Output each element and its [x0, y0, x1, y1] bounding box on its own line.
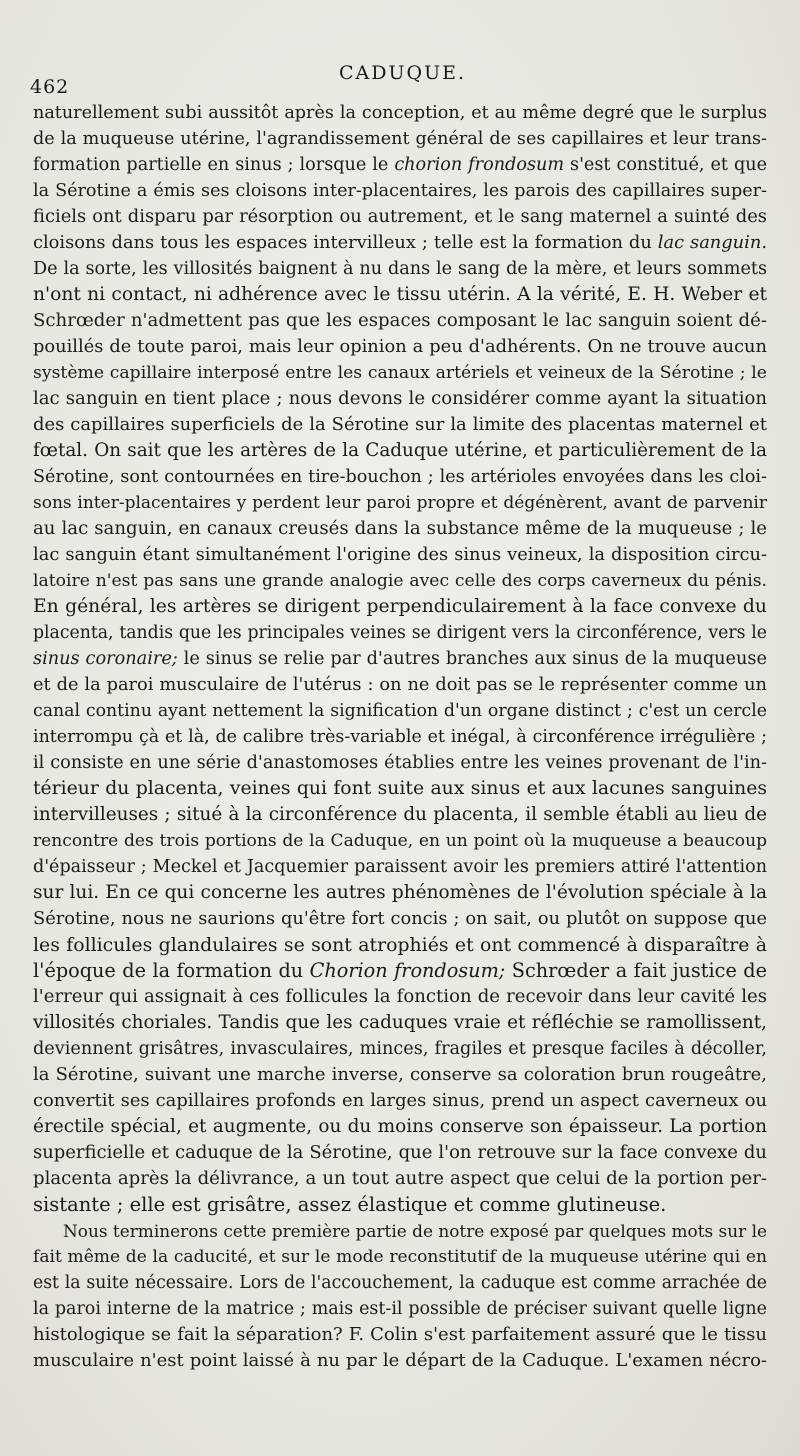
italic-run: sinus coronaire; [33, 649, 178, 669]
text-line [33, 776, 767, 802]
text-line [33, 1348, 767, 1374]
text-line [33, 542, 767, 568]
text-run: formation partielle en sinus ; lorsque le [33, 155, 395, 175]
text-run: et de la paroi musculaire de l'utérus : on ne doit pas se le représenter comme un [33, 675, 767, 695]
text-line [33, 1062, 767, 1088]
italic-run: lac sanguin. [657, 232, 767, 253]
text-line [33, 100, 767, 126]
text-run: des capillaires superficiels de la Sérotine sur la limite des placentas maternel et [33, 414, 767, 435]
text-run: érectile spécial, et augmente, ou du moins conserve son épaisseur. La portion [33, 1116, 767, 1137]
text-run: cloisons dans tous les espaces intervilleux ; telle est la formation du [33, 232, 658, 253]
text-line [33, 1010, 767, 1036]
page-number: 462 [30, 76, 70, 98]
text-run: Nous terminerons cette première partie de notre exposé par quelques mots sur le [63, 1221, 767, 1241]
text-line [33, 1244, 767, 1270]
text-line [33, 464, 767, 490]
text-line [33, 204, 767, 230]
text-line [33, 1088, 767, 1114]
text-line [33, 958, 767, 984]
text-line [33, 932, 767, 958]
text-line [33, 490, 767, 516]
text-line [33, 386, 767, 412]
text-run-after: Schrœder a fait justice de [505, 959, 768, 982]
text-run: villosités choriales. Tandis que les caduques vraie et réfléchie se ramollissent, [33, 1012, 767, 1033]
text-line [33, 568, 767, 594]
text-run: fait même de la caducité, et sur le mode reconstitutif de la muqueuse utérine qui en [33, 1247, 767, 1267]
text-line [33, 1036, 767, 1062]
text-line [33, 256, 767, 282]
text-line [33, 984, 767, 1010]
text-run: musculaire n'est point laissé à nu par le départ de la Caduque. L'examen nécro- [33, 1350, 767, 1371]
text-run: fœtal. On sait que les artères de la Caduque utérine, et particulièrement de la [33, 440, 767, 461]
text-run: la Sérotine, suivant une marche inverse, conserve sa coloration brun rougeâtre, [33, 1064, 767, 1085]
text-line [33, 724, 767, 750]
text-line [33, 412, 767, 438]
text-run: au lac sanguin, en canaux creusés dans la substance même de la muqueuse ; le [33, 518, 767, 539]
text-run: l'époque de la formation du [33, 959, 310, 982]
text-line [33, 802, 767, 828]
text-line [33, 1114, 767, 1140]
text-line [33, 308, 767, 334]
text-line [33, 594, 767, 620]
text-line [33, 672, 767, 698]
body-text [33, 100, 767, 1374]
text-line [33, 698, 767, 724]
text-run: rencontre des trois portions de la Caduque, en un point où la muqueuse a beaucoup [33, 831, 767, 851]
text-run: superficielle et caduque de la Sérotine, que l'on retrouve sur la face convexe du [33, 1142, 767, 1163]
text-run: la Sérotine a émis ses cloisons inter-placentaires, les parois des capillaires super- [33, 181, 767, 201]
text-run: sur lui. En ce qui concerne les autres phénomènes de l'évolution spéciale à la [33, 882, 767, 903]
text-line [33, 152, 767, 178]
text-line [33, 1166, 767, 1192]
text-run: lac sanguin en tient place ; nous devons le considérer comme ayant la situation [33, 388, 767, 409]
text-line [33, 1140, 767, 1166]
text-run: pouillés de toute paroi, mais leur opinion a peu d'adhérents. On ne trouve aucun [33, 336, 767, 357]
text-line [33, 516, 767, 542]
text-run: l'erreur qui assignait à ces follicules la fonction de recevoir dans leur cavité les [33, 986, 767, 1007]
text-run: lac sanguin étant simultanément l'origine des sinus veineux, la disposition circu- [33, 544, 767, 565]
text-run: naturellement subi aussitôt après la conception, et au même degré que le surplus [33, 103, 767, 123]
text-run: Sérotine, sont contournées en tire-bouchon ; les artérioles envoyées dans les cloi- [33, 467, 767, 487]
italic-run: chorion frondosum [394, 155, 565, 175]
running-head: CADUQUE. [338, 62, 466, 84]
text-line [33, 334, 767, 360]
text-run: deviennent grisâtres, invasculaires, minces, fragiles et presque faciles à décoller, [33, 1039, 767, 1059]
text-line [33, 1270, 767, 1296]
text-run: la paroi interne de la matrice ; mais est-il possible de préciser suivant quelle ligne [33, 1299, 767, 1319]
text-run: Schrœder n'admettent pas que les espaces composant le lac sanguin soient dé- [33, 310, 767, 331]
italic-run: Chorion frondosum; [309, 959, 506, 982]
text-run: sons inter-placentaires y perdent leur paroi propre et dégénèrent, avant de parvenir [33, 493, 767, 513]
text-run: convertit ses capillaires profonds en larges sinus, prend un aspect caverneux ou [33, 1090, 767, 1111]
text-line [33, 282, 767, 308]
text-line [33, 828, 767, 854]
text-line [33, 646, 767, 672]
text-line [33, 620, 767, 646]
text-line [33, 438, 767, 464]
text-run: il consiste en une série d'anastomoses établies entre les veines provenant de l'in- [33, 753, 767, 773]
text-run: histologique se fait la séparation? F. Colin s'est parfaitement assuré que le tissu [33, 1324, 767, 1345]
text-line [33, 1322, 767, 1348]
text-run: En général, les artères se dirigent perpendiculairement à la face convexe du [33, 596, 767, 617]
text-line [33, 854, 767, 880]
text-run: d'épaisseur ; Meckel et Jacquemier paraissent avoir les premiers attiré l'attention [33, 857, 767, 877]
text-run: les follicules glandulaires se sont atrophiés et ont commencé à disparaître à [33, 934, 767, 956]
text-line [33, 1192, 767, 1218]
text-run: Sérotine, nous ne saurions qu'être fort concis ; on sait, ou plutôt on suppose que [33, 908, 767, 929]
text-run: sistante ; elle est grisâtre, assez élastique et comme glutineuse. [33, 1193, 667, 1216]
text-line [33, 750, 767, 776]
text-run: placenta, tandis que les principales veines se dirigent vers la circonférence, vers le [33, 623, 767, 643]
text-line [33, 1218, 767, 1244]
text-run: est la suite nécessaire. Lors de l'accouchement, la caduque est comme arrachée de [33, 1273, 767, 1293]
text-run: n'ont ni contact, ni adhérence avec le tissu utérin. A la vérité, E. H. Weber et [33, 284, 767, 305]
text-run: intervilleuses ; situé à la circonférence du placenta, il semble établi au lieu de [33, 804, 767, 825]
text-line [33, 230, 767, 256]
text-line [33, 1296, 767, 1322]
text-line [33, 360, 767, 386]
text-run: ficiels ont disparu par résorption ou autrement, et le sang maternel a suinté des [33, 206, 767, 227]
text-run: de la muqueuse utérine, l'agrandissement général de ses capillaires et leur trans- [33, 129, 767, 149]
text-run: De la sorte, les villosités baignent à nu dans le sang de la mère, et leurs sommets [33, 259, 767, 279]
text-run-after: le sinus se relie par d'autres branches aux sinus de la muqueuse [177, 649, 767, 669]
text-line [33, 880, 767, 906]
text-run: latoire n'est pas sans une grande analogie avec celle des corps caverneux du pénis. [33, 571, 767, 591]
text-run: placenta après la délivrance, a un tout autre aspect que celui de la portion per- [33, 1168, 767, 1189]
text-run-after: s'est constitué, et que [564, 155, 768, 175]
text-line [33, 178, 767, 204]
text-run: système capillaire interposé entre les canaux artériels et veineux de la Sérotine ; le [33, 363, 767, 383]
page-header [30, 62, 775, 98]
text-run: canal continu ayant nettement la signification d'un organe distinct ; c'est un cercle [33, 701, 767, 721]
text-line [33, 126, 767, 152]
text-run: interrompu çà et là, de calibre très-variable et inégal, à circonférence irrégulière ; [33, 727, 767, 747]
text-line [33, 906, 767, 932]
text-run: térieur du placenta, veines qui font suite aux sinus et aux lacunes sanguines [33, 778, 767, 799]
